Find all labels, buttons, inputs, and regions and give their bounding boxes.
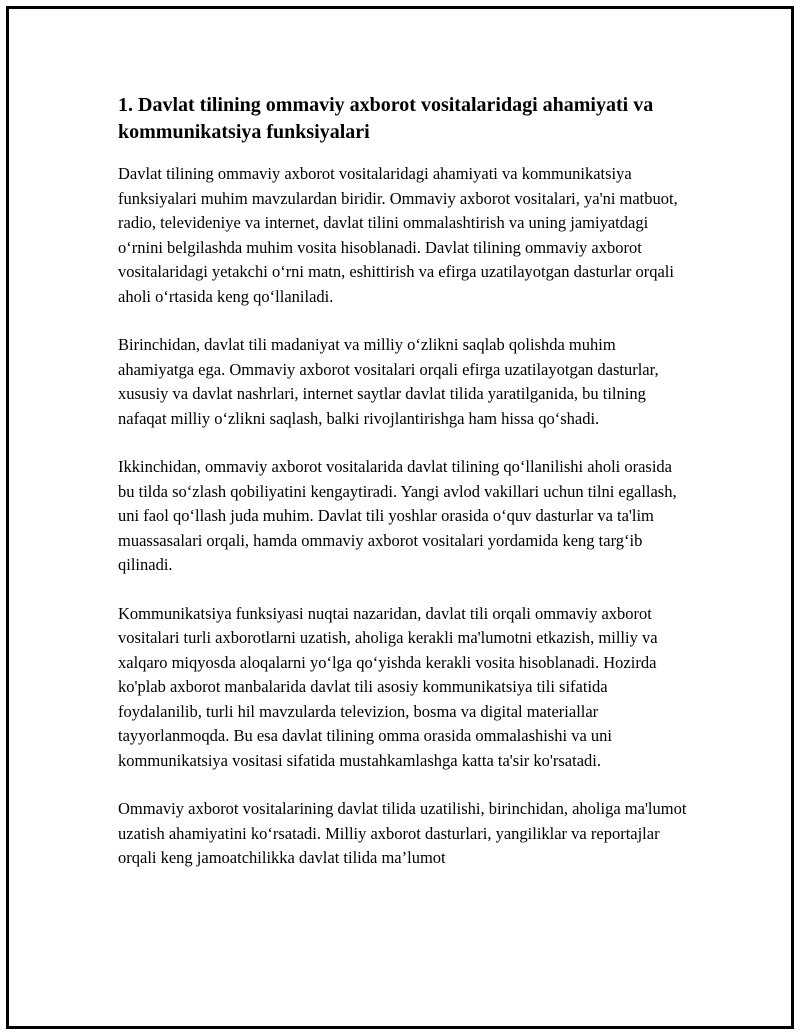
paragraph-intro: Davlat tilining ommaviy axborot vositalaridagi ahamiyati va kommunikatsiya funksiyalari muhim mavzulardan biridir. Ommaviy axborot vositalari, ya'ni matbuot, radio, televideniye va internet, davlat tilini ommalashtirish va uning jamiyatdagi o‘rnini belgilashda muhim vosita hisoblanadi. Davlat tilining ommaviy axborot vositalaridagi yetakchi o‘rni matn, eshittirish va efirga uzatilayotgan dasturlar orqali aholi o‘rtasida keng qo‘llaniladi. (118, 164, 678, 306)
paragraph-broadcast: Ommaviy axborot vositalarining davlat tilida uzatilishi, birinchidan, aholiga ma'lumot uzatish ahamiyatini ko‘rsatadi. Milliy axborot dasturlari, yangiliklar va reportajlar orqali keng jamoatchilikka davlat tilida ma’lumot (118, 799, 687, 867)
document-body (118, 92, 688, 895)
paragraph-second-point: Ikkinchidan, ommaviy axborot vositalarida davlat tilining qo‘llanilishi aholi orasida bu tilda so‘zlash qobiliyatini kengaytiradi. Yangi avlod vakillari uchun tilni egallash, uni faol qo‘llash juda muhim. Davlat tili yoshlar orasida o‘quv dasturlar va ta'lim muassasalari orqali, hamda ommaviy axborot vositalari yordamida keng targ‘ib qilinadi. (118, 457, 677, 574)
section-heading: 1. Davlat tilining ommaviy axborot vositalaridagi ahamiyati va kommunikatsiya funksiyalari (118, 94, 654, 143)
paragraph-communication-function: Kommunikatsiya funksiyasi nuqtai nazaridan, davlat tili orqali ommaviy axborot vositalari turli axborotlarni uzatish, aholiga kerakli ma'lumotni etkazish, milliy va xalqaro miqyosda aloqalarni yo‘lga qo‘yishda kerakli vosita hisoblanadi. Hozirda ko'plab axborot manbalarida davlat tili asosiy kommunikatsiya tili sifatida foydalanilib, turli hil mavzularda televizion, bosma va digital materiallar tayyorlanmoqda. Bu esa davlat tilining omma orasida ommalashishi va uni kommunikatsiya vositasi sifatida mustahkamlashga katta ta'sir ko'rsatadi. (118, 603, 658, 770)
paragraph-first-point: Birinchidan, davlat tili madaniyat va milliy o‘zlikni saqlab qolishda muhim ahamiyatga ega. Ommaviy axborot vositalari orqali efirga uzatilayotgan dasturlar, xususiy va davlat nashrlari, internet saytlar davlat tilida yaratilganida, bu tilning nafaqat milliy o‘zlikni saqlash, balki rivojlantirishga ham hissa qo‘shadi. (118, 335, 659, 428)
